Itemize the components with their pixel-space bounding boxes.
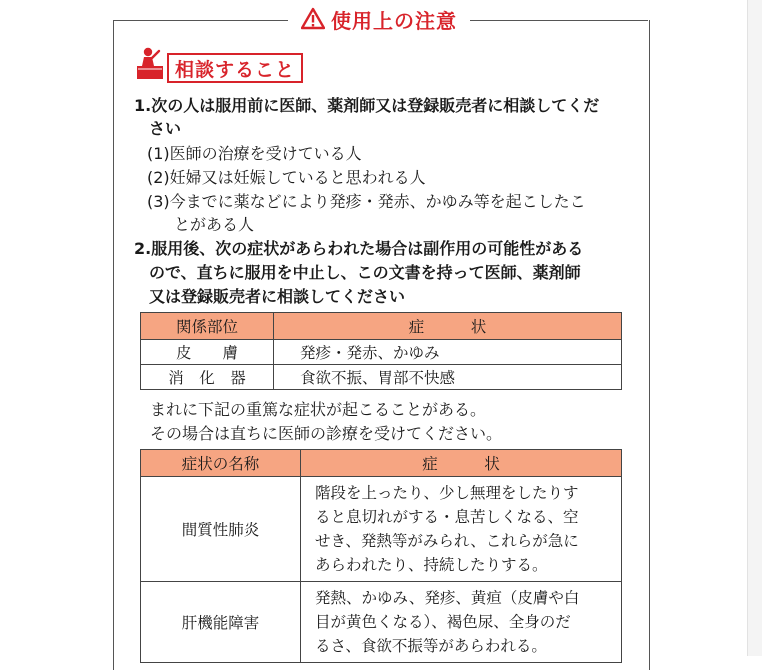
description-line: ると息切れがする・息苦しくなる、空 bbox=[315, 508, 579, 526]
item2-line3: 又は登録販売者に相談してください bbox=[149, 287, 406, 306]
description-line: あらわれたり、持続したりする。 bbox=[315, 556, 548, 574]
column-header-symptom: 症 状 bbox=[274, 313, 622, 340]
description-line: るさ、食欲不振等があらわれる。 bbox=[315, 637, 547, 655]
table-header-row bbox=[141, 313, 622, 340]
table-row bbox=[141, 365, 622, 390]
item1-sub2: (2)妊婦又は妊娠していると思われる人 bbox=[147, 168, 426, 187]
part-cell: 消 化 器 bbox=[141, 365, 274, 390]
scrollbar-track[interactable] bbox=[747, 0, 762, 656]
consult-person-icon bbox=[136, 46, 164, 80]
condition-name-cell: 間質性肺炎 bbox=[141, 477, 301, 582]
consult-heading: 相談すること bbox=[167, 53, 303, 83]
rare-line2: その場合は直ちに医師の診療を受けてください。 bbox=[150, 424, 503, 443]
side-effects-table bbox=[140, 312, 622, 390]
header-rule-left bbox=[113, 20, 288, 21]
column-header-symptom: 症 状 bbox=[301, 450, 622, 477]
table-row bbox=[141, 582, 622, 663]
item2-line1: 2.服用後、次の症状があらわれた場合は副作用の可能性がある bbox=[134, 239, 584, 258]
table-row bbox=[141, 340, 622, 365]
item1-line1: 1.次の人は服用前に医師、薬剤師又は登録販売者に相談してくだ bbox=[134, 96, 600, 115]
column-header-part: 関係部位 bbox=[141, 313, 274, 340]
item1-sub3-line1: (3)今までに薬などにより発疹・発赤、かゆみ等を起こしたこ bbox=[147, 192, 586, 211]
symptom-cell: 発疹・発赤、かゆみ bbox=[274, 340, 622, 365]
rare-line1: まれに下記の重篤な症状が起こることがある。 bbox=[150, 400, 487, 419]
table-header-row bbox=[141, 450, 622, 477]
condition-name-cell: 肝機能障害 bbox=[141, 582, 301, 663]
description-line: 目が黄色くなる）、褐色尿、全身のだ bbox=[315, 613, 571, 631]
item1-sub1: (1)医師の治療を受けている人 bbox=[147, 144, 362, 163]
column-header-name: 症状の名称 bbox=[141, 450, 301, 477]
page-title: 使用上の注意 bbox=[331, 8, 457, 33]
section-header bbox=[289, 4, 469, 34]
description-line: 階段を上ったり、少し無理をしたりす bbox=[315, 484, 579, 502]
condition-description-cell bbox=[301, 582, 622, 663]
header-rule-right bbox=[470, 20, 648, 21]
symptom-cell: 食欲不振、胃部不快感 bbox=[274, 365, 622, 390]
item1-line2: さい bbox=[149, 119, 182, 138]
description-line: せき、発熱等がみられ、これらが急に bbox=[315, 532, 579, 550]
table-row bbox=[141, 477, 622, 582]
item1-sub3-line2: とがある人 bbox=[174, 215, 255, 234]
condition-description-cell bbox=[301, 477, 622, 582]
part-cell: 皮 膚 bbox=[141, 340, 274, 365]
item2-line2: ので、直ちに服用を中止し、この文書を持って医師、薬剤師 bbox=[149, 263, 581, 282]
description-line: 発熱、かゆみ、発疹、黄疸（皮膚や白 bbox=[315, 589, 580, 607]
warning-icon bbox=[301, 7, 325, 31]
serious-symptoms-table bbox=[140, 449, 622, 663]
